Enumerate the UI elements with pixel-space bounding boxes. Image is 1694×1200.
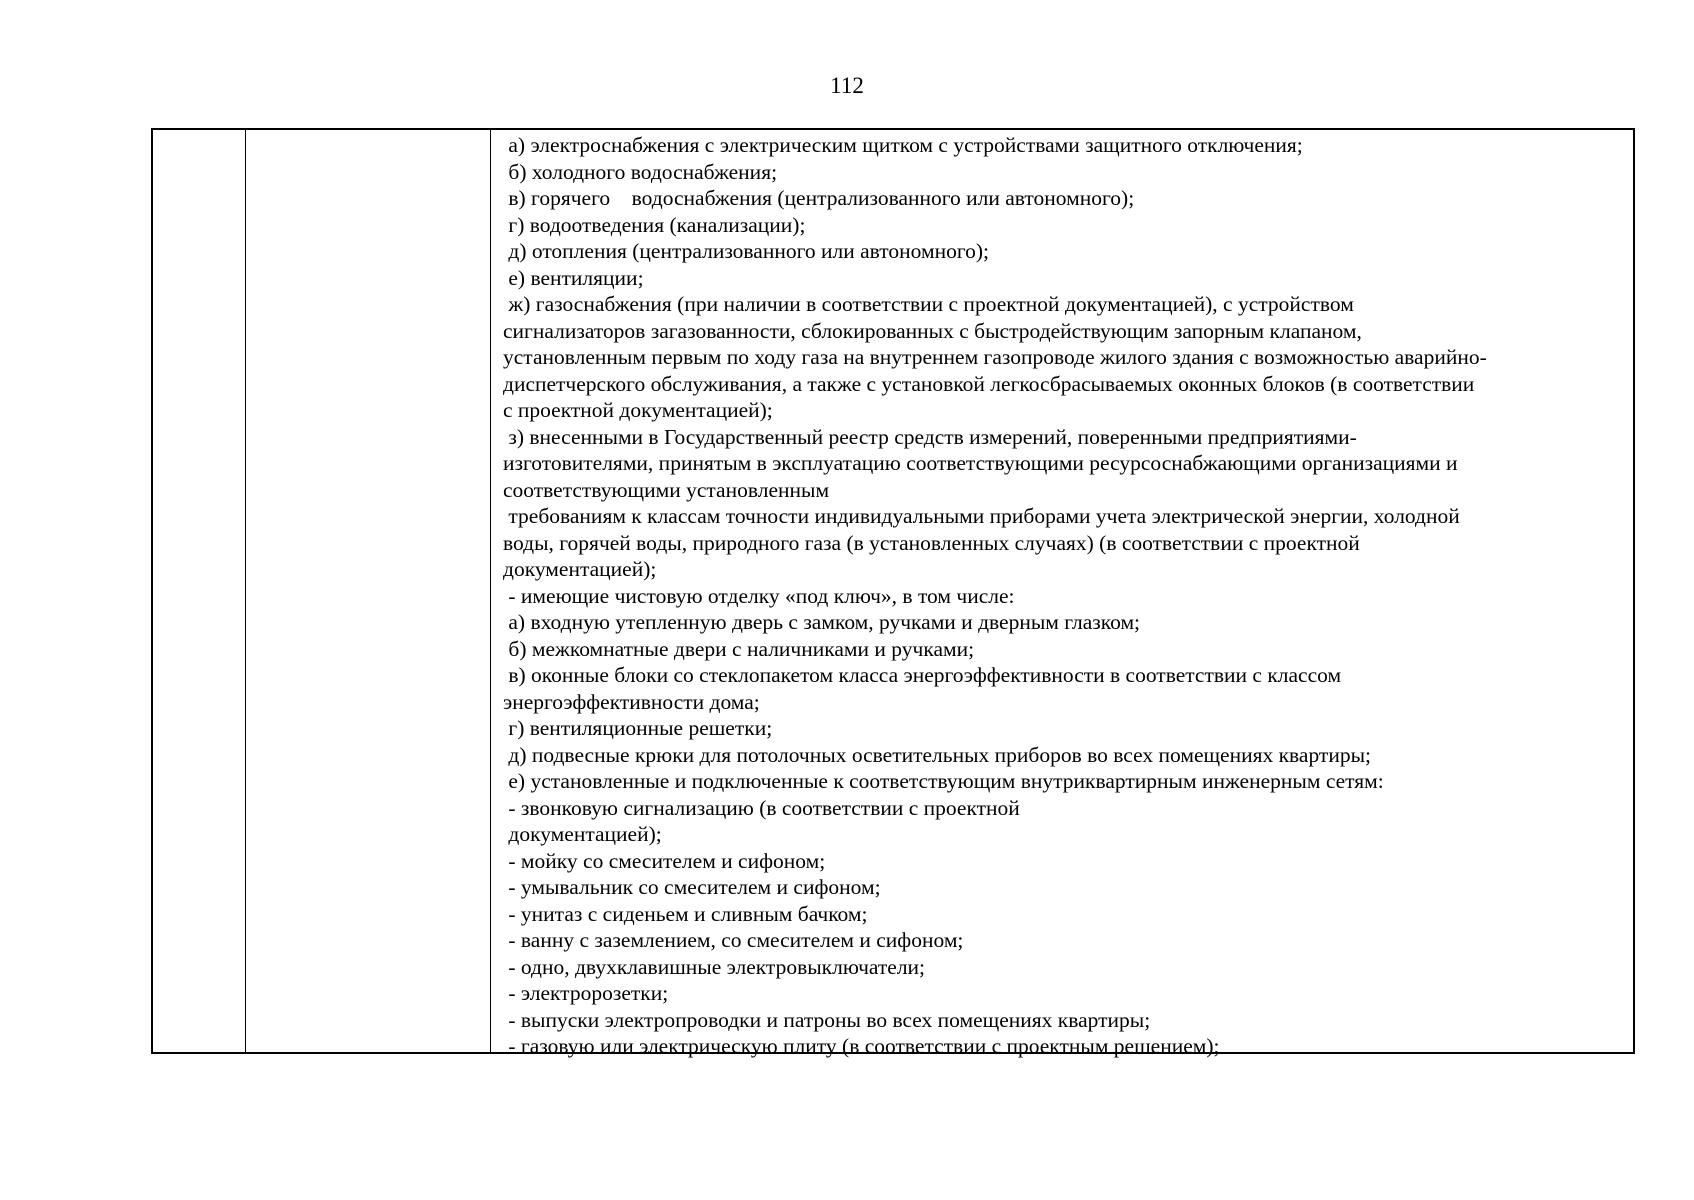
column-divider-2	[490, 130, 491, 1052]
text-line: д) отопления (централизованного или автономного);	[503, 239, 990, 263]
text-line: д) подвесные крюки для потолочных осветительных приборов во всех помещениях квартиры;	[503, 742, 1371, 767]
text-line: б) межкомнатные двери с наличниками и ручками;	[503, 636, 975, 661]
text-line: - звонковую сигнализацию (в соответствии с проектной	[503, 795, 1020, 820]
text-line: а) электроснабжения с электрическим щитком с устройствами защитного отключения;	[503, 133, 1303, 157]
text-line: б) холодного водоснабжения;	[503, 159, 778, 184]
column-divider-1	[245, 130, 246, 1052]
text-line: г) вентиляционные решетки;	[503, 716, 773, 740]
text-line: е) вентиляции;	[503, 265, 644, 290]
text-line: энергоэффективности дома;	[503, 689, 760, 714]
text-line: - электророзетки;	[503, 981, 669, 1005]
text-line: - унитаз с сиденьем и сливным бачком;	[503, 901, 868, 926]
text-line: ж) газоснабжения (при наличии в соответствии с проектной документацией), с устройством	[503, 292, 1354, 316]
page-number: 112	[830, 73, 864, 98]
text-line: в) оконные блоки со стеклопакетом класса энергоэффективности в соответствии с классом	[503, 663, 1342, 687]
requirements-cell	[503, 132, 1625, 1060]
text-line: - имеющие чистовую отделку «под ключ», в том числе:	[503, 583, 1015, 608]
text-line: а) входную утепленную дверь с замком, ручками и дверным глазком;	[503, 610, 1141, 634]
text-line: соответствующими установленным	[503, 477, 830, 502]
requirements-table	[151, 128, 1635, 1058]
text-line: - выпуски электропроводки и патроны во всех помещениях квартиры;	[503, 1007, 1151, 1032]
text-line: установленным первым по ходу газа на внутреннем газопроводе жилого здания с возможностью аварийно-	[503, 345, 1487, 369]
text-line: г) водоотведения (канализации);	[503, 212, 806, 237]
text-line: в) горячего водоснабжения (централизованного или автономного);	[503, 186, 1135, 210]
text-line: - умывальник со смесителем и сифоном;	[503, 875, 881, 899]
text-line: - одно, двухклавишные электровыключатели;	[503, 954, 926, 979]
text-line: сигнализаторов загазованности, сблокированных с быстродействующим запорным клапаном,	[503, 318, 1362, 343]
text-line: е) установленные и подключенные к соответствующим внутриквартирным инженерным сетям:	[503, 769, 1384, 793]
text-line: воды, горячей воды, природного газа (в установленных случаях) (в соответствии с проектной	[503, 530, 1360, 555]
text-line: - ванну с заземлением, со смесителем и сифоном;	[503, 928, 964, 952]
text-line: с проектной документацией);	[503, 398, 773, 422]
text-line: - мойку со смесителем и сифоном;	[503, 848, 826, 873]
text-line: документацией);	[503, 557, 657, 581]
text-line: требованиям к классам точности индивидуальными приборами учета электрической энергии, холодной	[503, 504, 1460, 528]
text-line: - газовую или электрическую плиту (в соответствии с проектным решением);	[503, 1034, 1220, 1058]
text-line: диспетчерского обслуживания, а также с установкой легкосбрасываемых оконных блоков (в соответствии	[503, 371, 1475, 396]
text-line: документацией);	[503, 822, 662, 846]
text-line: з) внесенными в Государственный реестр средств измерений, поверенными предприятиями-	[503, 424, 1357, 449]
text-line: изготовителями, принятым в эксплуатацию соответствующими ресурсоснабжающими организациями и	[503, 451, 1458, 475]
